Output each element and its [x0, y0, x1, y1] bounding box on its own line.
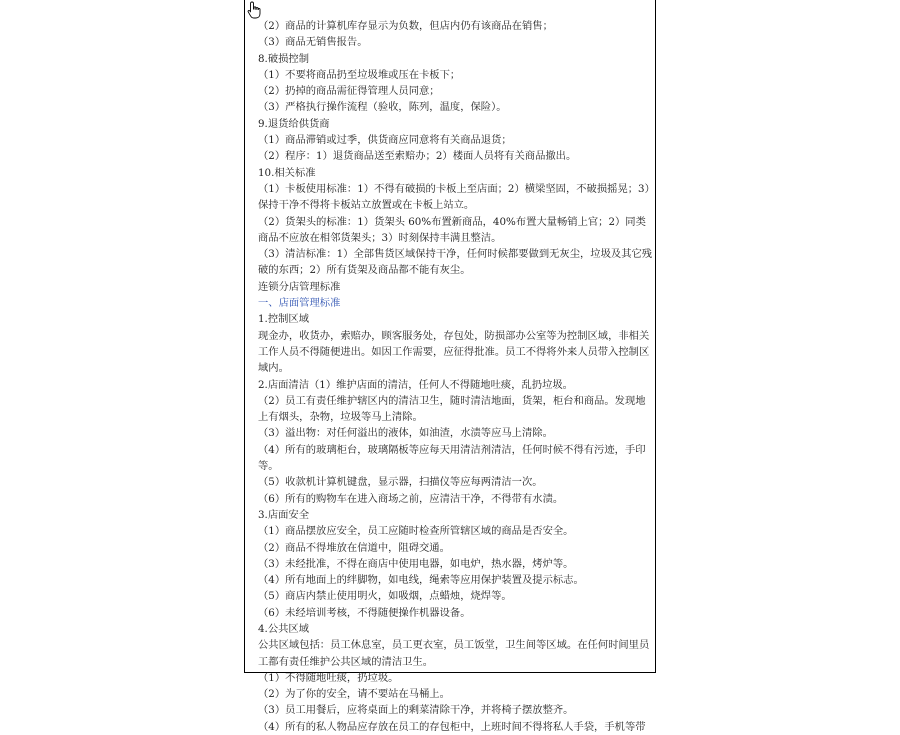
text-line: 1.控制区域 [258, 313, 310, 326]
text-line: 现金办，收货办，索赔办，顾客服务处，存包处，防损部办公室等为控制区域，非相关 [258, 329, 650, 342]
text-line: 公共区域包括：员工休息室，员工更衣室，员工饭堂，卫生间等区域。在任何时间里员 [258, 639, 650, 652]
text-line: 等。 [258, 460, 279, 473]
text-line: （2）程序：1）退货商品送至索赔办；2）楼面人员将有关商品撤出。 [258, 150, 577, 163]
text-line: （1）商品摆放应安全，员工应随时检查所管辖区域的商品是否安全。 [258, 525, 574, 538]
text-line: （1）商品滞销或过季，供货商应同意将有关商品退货； [258, 134, 512, 147]
text-line: 破的东西；2）所有货架及商品都不能有灰尘。 [258, 264, 471, 277]
text-line: （5）收款机计算机键盘，显示器，扫描仪等应每两清洁一次。 [258, 476, 543, 489]
text-line: （3）严格执行操作流程（验收，陈列，温度，保险）。 [258, 101, 507, 114]
text-line: （6）所有的购物车在进入商场之前，应清洁干净，不得带有水渍。 [258, 492, 564, 505]
text-line: （3）商品无销售报告。 [258, 36, 368, 49]
text-line: （1）卡板使用标准：1）不得有破损的卡板上至店面；2）横梁坚固，不破损摇晃；3） [258, 182, 655, 195]
text-line: （4）所有的私人物品应存放在员工的存包柜中，上班时间不得将私人手袋，手机等带 [258, 720, 646, 733]
document-content [258, 18, 655, 735]
text-line: （1）不要将商品扔至垃圾堆或压在卡板下； [258, 68, 461, 81]
text-line: （3）清洁标准：1）全部售货区域保持干净，任何时候都要做到无灰尘，垃圾及其它残 [258, 248, 653, 261]
text-line: （5）商店内禁止使用明火，如吸烟，点蜡烛，烧焊等。 [258, 590, 512, 603]
text-line: 工都有责任维护公共区域的清洁卫生。 [258, 655, 434, 668]
text-line: （4）所有的玻璃柜台，玻璃隔板等应每天用清洁剂清洁，任何时候不得有污迹，手印 [258, 443, 646, 456]
text-line: 4.公共区域 [258, 622, 310, 635]
text-line: （1）不得随地吐痰，扔垃圾。 [258, 671, 399, 684]
text-line: （2）扔掉的商品需征得管理人员同意； [258, 85, 440, 98]
text-line: （3）溢出物：对任何溢出的液体，如油渣，水渍等应马上清除。 [258, 427, 553, 440]
text-line: （2）为了你的安全，请不要站在马桶上。 [258, 688, 450, 701]
text-line: 10.相关标准 [258, 166, 316, 179]
text-line: （2）货架头的标准：1）货架头 60%布置新商品，40%布置大量畅销上官；2）同类 [258, 215, 646, 228]
text-line: 2.店面清洁（1）维护店面的清洁，任何人不得随地吐痰，乱扔垃圾。 [258, 378, 573, 391]
text-line: 保持干净不得将卡板站立放置或在卡板上站立。 [258, 199, 475, 212]
text-line: （2）商品不得堆放在信道中，阻碍交通。 [258, 541, 450, 554]
text-line: 工作人员不得随便进出。如因工作需要，应征得批准。员工不得将外来人员带入控制区 [258, 345, 650, 358]
text-line: 一、店面管理标准 [258, 297, 341, 310]
text-line: （4）所有地面上的绊脚物，如电线，绳索等应用保护装置及提示标志。 [258, 574, 584, 587]
text-line: （2）员工有责任维护辖区内的清洁卫生，随时清洁地面，货架，柜台和商品。发现地 [258, 394, 646, 407]
text-line: 商品不应放在相邻货架头；3）时刻保持丰满且整洁。 [258, 231, 502, 244]
text-line: 3.店面安全 [258, 508, 310, 521]
text-line: 上有烟头，杂物，垃圾等马上清除。 [258, 411, 423, 424]
text-line: （3）未经批准，不得在商店中使用电器，如电炉，热水器，烤炉等。 [258, 557, 574, 570]
text-line: 域内。 [258, 362, 289, 375]
text-line: 9.退货给供货商 [258, 117, 330, 130]
document-page [244, 0, 656, 733]
hand-cursor-icon [247, 1, 261, 19]
text-line: 连锁分店管理标准 [258, 280, 341, 293]
text-line: （3）员工用餐后，应将桌面上的剩菜清除干净，并将椅子摆放整齐。 [258, 704, 574, 717]
text-line: （2）商品的计算机库存显示为负数，但店内仍有该商品在销售； [258, 20, 553, 32]
text-line: 8.破损控制 [258, 52, 310, 65]
text-line: （6）未经培训考核，不得随便操作机器设备。 [258, 606, 471, 619]
